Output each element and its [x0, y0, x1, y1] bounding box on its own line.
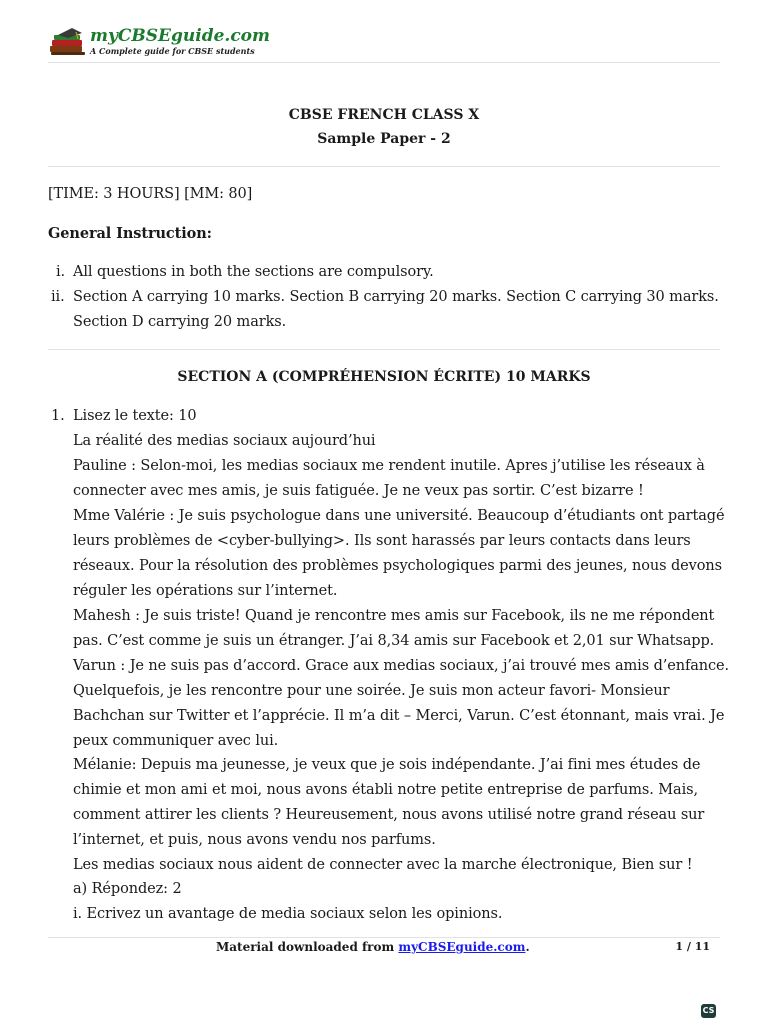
instruction-line: Section A carrying 10 marks. Section B carrying 20 marks. Section C carrying 30 marks. — [73, 289, 719, 305]
instruction-number: i. — [56, 264, 66, 280]
instruction-line: Section D carrying 20 marks. — [73, 314, 287, 330]
paper-title: CBSE FRENCH CLASS X — [288, 107, 480, 123]
question-line: i. Ecrivez un avantage de media sociaux selon les opinions. — [73, 906, 503, 922]
site-header — [48, 26, 720, 62]
question-line: Lisez le texte: 10 — [73, 408, 197, 424]
title-divider — [48, 166, 720, 167]
question-line: pas. C’est comme je suis un étranger. J’ai 8,34 amis sur Facebook et 2,01 sur Whatsapp. — [73, 633, 715, 649]
paper-subtitle: Sample Paper - 2 — [317, 131, 451, 147]
question-line: La réalité des medias sociaux aujourd’hui — [73, 433, 376, 449]
question-line: Mme Valérie : Je suis psychologue dans une université. Beaucoup d’étudiants ont partagé — [73, 508, 725, 524]
question-line: Les medias sociaux nous aident de connecter avec la marche électronique, Bien sur ! — [73, 857, 693, 873]
question-line: comment attirer les clients ? Heureusement, nous avons utilisé notre grand réseau sur — [73, 807, 705, 823]
footer-period: . — [525, 940, 530, 954]
question-line: chimie et mon ami et moi, nous avons établi notre petite entreprise de parfums. Mais, — [73, 782, 698, 798]
question-line: leurs problèmes de <cyber-bullying>. Ils sont harassés par leurs contacts dans leurs — [73, 533, 691, 549]
general-instruction-heading: General Instruction: — [48, 225, 212, 242]
instruction-number: ii. — [51, 289, 65, 305]
question-number: 1. — [51, 408, 65, 424]
books-logo-icon — [48, 26, 88, 58]
question-line: Quelquefois, je les rencontre pour une soirée. Je suis mon acteur favori- Monsieur — [73, 683, 670, 699]
question-line: peux communiquer avec lui. — [73, 733, 279, 749]
logo-title: myCBSEguide.com — [90, 26, 271, 46]
section-a-heading: SECTION A (COMPRÉHENSION ÉCRITE) 10 MARKS — [177, 369, 591, 385]
question-line: Bachchan sur Twitter et l’apprécie. Il m’a dit – Merci, Varun. C’est étonnant, mais vrai. Je — [73, 708, 725, 724]
time-marks: [TIME: 3 HOURS] [MM: 80] — [48, 186, 253, 202]
footer-link[interactable]: myCBSEguide.com — [398, 940, 526, 954]
footer-label: Material downloaded from — [216, 940, 399, 954]
question-line: l’internet, et puis, nous avons vendu nos parfums. — [73, 832, 436, 848]
page-number: 1 / 11 — [675, 940, 710, 953]
question-line: réguler les opérations sur l’internet. — [73, 583, 338, 599]
question-line: Mahesh : Je suis triste! Quand je rencontre mes amis sur Facebook, ils ne me répondent — [73, 608, 715, 624]
camscanner-badge: CS — [701, 1004, 716, 1018]
instruction-line: All questions in both the sections are compulsory. — [73, 264, 434, 280]
question-line: connecter avec mes amis, je suis fatiguée. Je ne veux pas sortir. C’est bizarre ! — [73, 483, 644, 499]
question-line: réseaux. Pour la résolution des problèmes psychologiques parmi des jeunes, nous devons — [73, 558, 722, 574]
header-divider — [48, 62, 720, 63]
footer-divider — [48, 937, 720, 938]
question-line: a) Répondez: 2 — [73, 881, 182, 897]
instructions-divider — [48, 349, 720, 350]
footer-text — [216, 940, 530, 954]
question-line: Mélanie: Depuis ma jeunesse, je veux que je sois indépendante. J’ai fini mes études de — [73, 757, 701, 773]
question-line: Pauline : Selon-moi, les medias sociaux me rendent inutile. Apres j’utilise les réseaux à — [73, 458, 705, 474]
logo-tagline: A Complete guide for CBSE students — [90, 46, 255, 56]
question-line: Varun : Je ne suis pas d’accord. Grace aux medias sociaux, j’ai trouvé mes amis d’enfance. — [73, 658, 730, 674]
